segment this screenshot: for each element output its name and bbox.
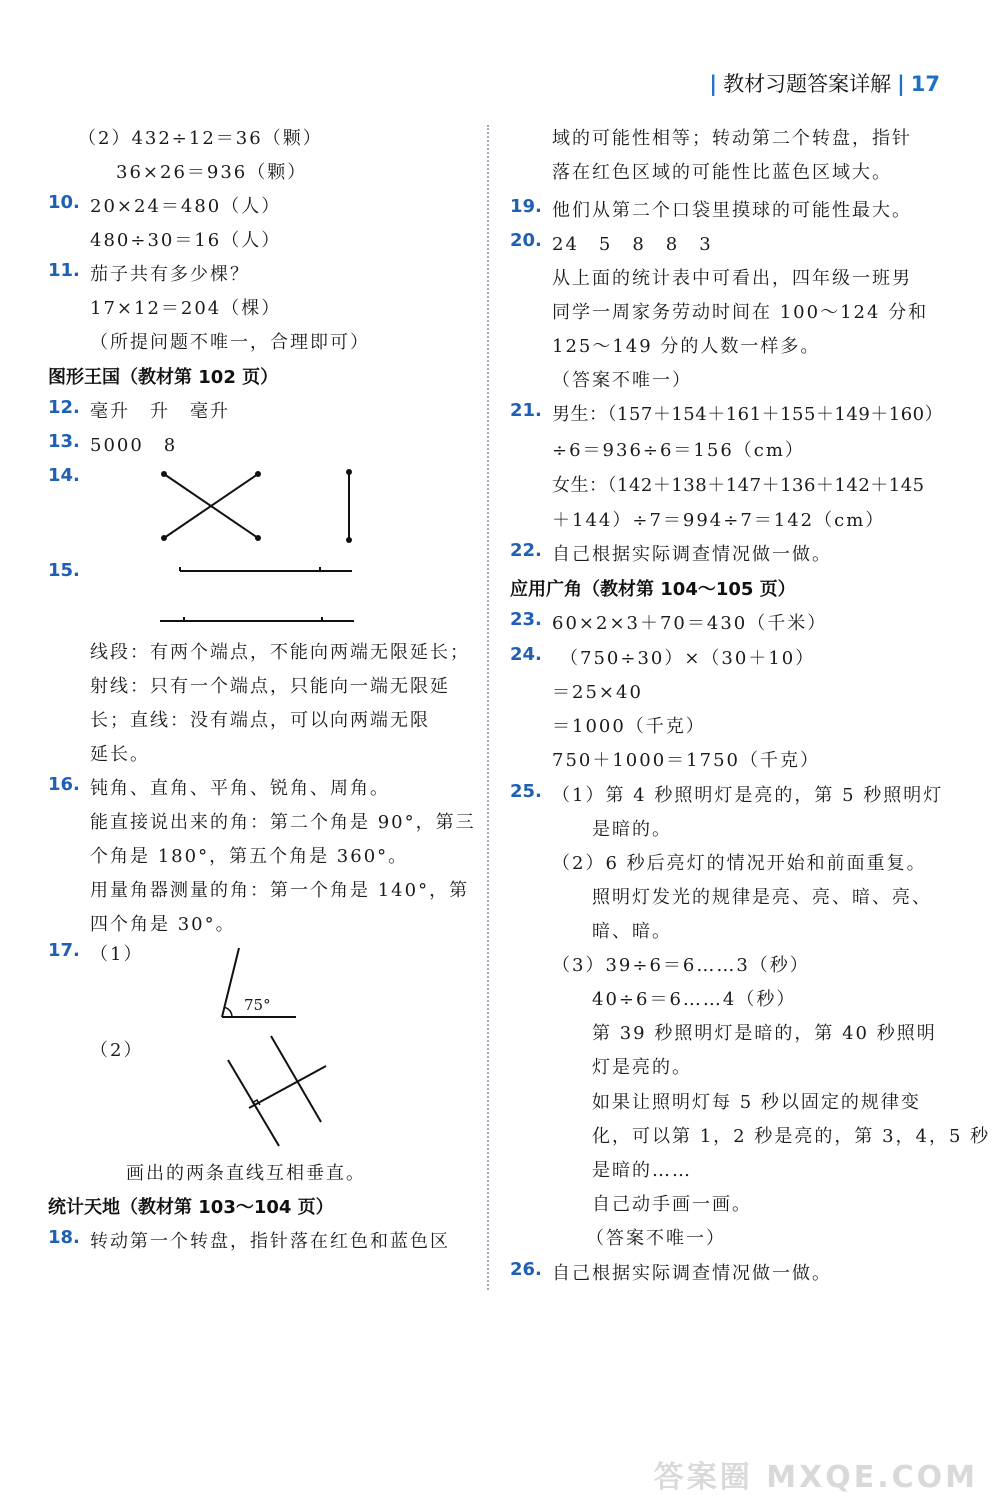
answer-line: 同学一周家务劳动时间在 100～124 分和 [552, 302, 929, 323]
perpendicular-figure [0, 0, 480, 1160]
answer-line: 延长。 [90, 744, 150, 765]
answer-line: ＝25×40 [552, 682, 643, 703]
answer-line: 钝角、直角、平角、锐角、周角。 [90, 778, 390, 799]
header-title: 教材习题答案详解 [723, 72, 892, 96]
question-number: 16. [48, 774, 80, 795]
section-title: 统计天地（教材第 103～104 页） [48, 1197, 334, 1218]
column-divider [487, 125, 489, 1290]
answer-line: 落在红色区域的可能性比蓝色区域大。 [552, 162, 892, 183]
answer-line: （1） [90, 944, 144, 965]
answer-line: （2） [90, 1040, 144, 1061]
question-number: 25. [510, 781, 542, 802]
answer-line: 750＋1000＝1750（千克） [552, 750, 820, 771]
page-header [703, 68, 940, 98]
answer-line: 四个角是 30°。 [90, 914, 236, 935]
answer-line: 毫升 升 毫升 [90, 401, 230, 422]
answer-line: 男生：（157＋154＋161＋155＋149＋160） [552, 404, 944, 425]
answer-line: ÷6＝936÷6＝156（cm） [552, 440, 805, 461]
answer-line: 17×12＝204（棵） [90, 298, 282, 319]
answer-line: 自己根据实际调查情况做一做。 [552, 544, 832, 565]
question-number: 13. [48, 431, 80, 452]
answer-line: 5000 8 [90, 435, 178, 456]
question-number: 23. [510, 609, 542, 630]
answer-line: （2）6 秒后亮灯的情况开始和前面重复。 [552, 853, 927, 874]
answer-line: 480÷30＝16（人） [90, 230, 282, 251]
question-number: 22. [510, 540, 542, 561]
answer-line: 40÷6＝6……4（秒） [592, 989, 797, 1010]
question-number: 19. [510, 196, 542, 217]
question-number: 21. [510, 400, 542, 421]
page-number: 17 [910, 72, 940, 96]
question-number: 14. [48, 465, 80, 486]
answer-line: 灯是亮的。 [592, 1057, 692, 1078]
answer-line: （所提问题不唯一，合理即可） [90, 332, 370, 353]
question-number: 10. [48, 192, 80, 213]
answer-line: （答案不唯一） [552, 370, 692, 391]
answer-line: 域的可能性相等；转动第二个转盘，指针 [552, 128, 912, 149]
watermark-logo: 答案圈 MXQE.COM [653, 1460, 978, 1495]
answer-line: 画出的两条直线互相垂直。 [126, 1163, 366, 1184]
question-number: 17. [48, 940, 80, 961]
question-number: 15. [48, 560, 80, 581]
answer-line: 是暗的…… [592, 1160, 692, 1181]
answer-line: 射线：只有一个端点，只能向一端无限延 [90, 676, 450, 697]
answer-line: （3）39÷6＝6……3（秒） [552, 955, 810, 976]
header-bar: | [897, 72, 905, 96]
answer-line: 60×2×3＋70＝430（千米） [552, 613, 828, 634]
angle-label: 75° [244, 996, 271, 1014]
answer-line: 是暗的。 [592, 819, 672, 840]
answer-line: ＋144）÷7＝994÷7＝142（cm） [552, 510, 886, 531]
answer-line: （2）432÷12＝36（颗） [78, 128, 323, 149]
answer-line: 自己动手画一画。 [592, 1194, 752, 1215]
answer-line: 暗、暗。 [592, 921, 672, 942]
answer-line: 第 39 秒照明灯是暗的，第 40 秒照明 [592, 1023, 937, 1044]
answer-line: 他们从第二个口袋里摸球的可能性最大。 [552, 200, 912, 221]
answer-line: 长；直线：没有端点，可以向两端无限 [90, 710, 430, 731]
answer-line: 照明灯发光的规律是亮、亮、暗、亮、 [592, 887, 932, 908]
answer-line: 20×24＝480（人） [90, 196, 282, 217]
answer-line: （1）第 4 秒照明灯是亮的，第 5 秒照明灯 [552, 785, 944, 806]
answer-line: 能直接说出来的角：第二个角是 90°，第三 [90, 812, 476, 833]
answer-line: 个角是 180°，第五个角是 360°。 [90, 846, 409, 867]
question-number: 12. [48, 397, 80, 418]
question-number: 18. [48, 1227, 80, 1248]
answer-line: 转动第一个转盘，指针落在红色和蓝色区 [90, 1231, 450, 1252]
answer-line: （答案不唯一） [586, 1228, 726, 1249]
answer-line: 茄子共有多少棵？ [90, 264, 250, 285]
question-number: 26. [510, 1259, 542, 1280]
answer-line: 24 5 8 8 3 [552, 234, 713, 255]
question-number: 20. [510, 230, 542, 251]
answer-line: （750÷30）×（30＋10） [560, 648, 816, 669]
answer-line: 化，可以第 1，2 秒是亮的，第 3，4，5 秒 [592, 1126, 991, 1147]
answer-line: 如果让照明灯每 5 秒以固定的规律变 [592, 1092, 921, 1113]
header-bar: | [709, 72, 718, 96]
answer-line: 从上面的统计表中可看出，四年级一班男 [552, 268, 912, 289]
question-number: 11. [48, 260, 80, 281]
answer-line: 36×26＝936（颗） [116, 162, 308, 183]
question-number: 24. [510, 644, 542, 665]
answer-line: 线段：有两个端点，不能向两端无限延长； [90, 642, 470, 663]
section-title: 图形王国（教材第 102 页） [48, 367, 279, 388]
answer-line: 125～149 分的人数一样多。 [552, 336, 821, 357]
section-title: 应用广角（教材第 104～105 页） [510, 579, 796, 600]
answer-line: 自己根据实际调查情况做一做。 [552, 1263, 832, 1284]
answer-line: 用量角器测量的角：第一个角是 140°，第 [90, 880, 470, 901]
answer-line: ＝1000（千克） [552, 716, 706, 737]
answer-line: 女生：（142＋138＋147＋136＋142＋145 [552, 475, 925, 496]
